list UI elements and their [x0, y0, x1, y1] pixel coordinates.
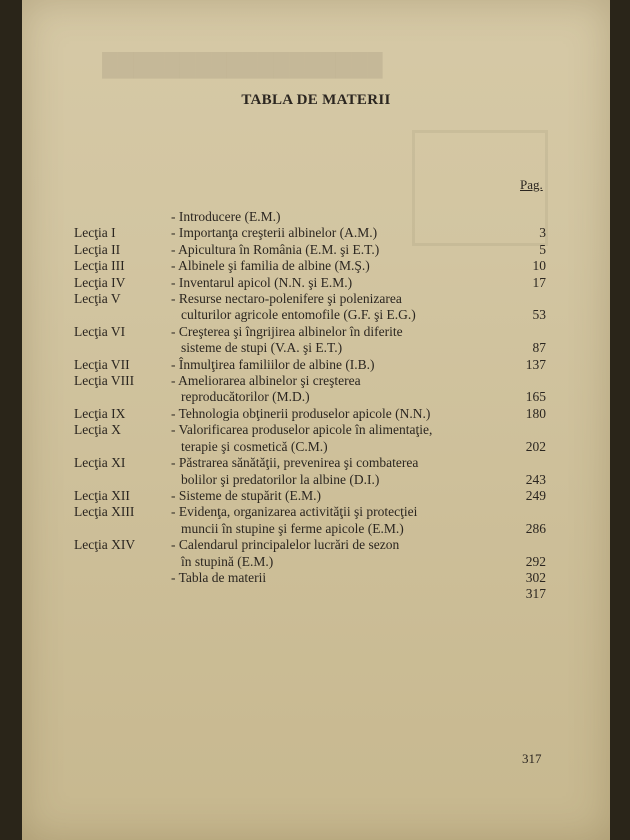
- book-page: [22, 0, 610, 840]
- toc-title-line: în stupină (E.M.): [181, 553, 274, 569]
- toc-entry-title: [171, 291, 471, 324]
- toc-entry-title: [171, 357, 471, 373]
- toc-entry-title: [171, 422, 471, 455]
- toc-page-number: 10: [532, 258, 546, 274]
- bleed-through-decoration: ██████████████████: [102, 52, 383, 77]
- toc-page-number: 87: [532, 340, 546, 356]
- toc-entry: [22, 209, 610, 225]
- toc-entry: [22, 488, 610, 504]
- page-number: 317: [522, 751, 542, 766]
- toc-lesson-label: Lecţia VII: [74, 356, 130, 372]
- toc-title-line: - Creşterea şi îngrijirea albinelor în diferite: [171, 323, 403, 339]
- toc-lesson-label: Lecţia XIV: [74, 537, 136, 553]
- toc-title-line: - Resurse nectaro-polenifere şi polenizarea: [171, 291, 402, 307]
- toc-page-number: 292: [525, 553, 546, 569]
- toc-page-number: 249: [525, 487, 546, 503]
- toc-entry: [22, 422, 610, 455]
- toc-lesson-label: Lecţia VI: [74, 323, 126, 339]
- toc-lesson-label: Lecţia II: [74, 241, 121, 257]
- toc-lesson-label: Lecţia X: [74, 422, 121, 438]
- toc-title-line: - Apicultura în România (E.M. şi E.T.): [171, 241, 380, 257]
- toc-entry: [22, 242, 610, 258]
- toc-entry: [22, 455, 610, 488]
- toc-page-number: 137: [525, 356, 546, 372]
- toc-entry-title: [171, 406, 471, 422]
- toc-title-line: sisteme de stupi (V.A. şi E.T.): [181, 340, 343, 356]
- toc-title-line: - Tabla de materii: [171, 569, 267, 585]
- toc-lesson-label: Lecţia IX: [74, 405, 126, 421]
- toc-lesson-label: Lecţia I: [74, 225, 116, 241]
- toc-entry: [22, 291, 610, 324]
- page-title: TABLA DE MATERII: [241, 92, 391, 108]
- toc-entry: [22, 357, 610, 373]
- toc-title-line: bolilor şi predatorilor la albine (D.I.): [181, 471, 380, 487]
- toc-lesson-label: Lecţia XII: [74, 487, 130, 503]
- toc-lesson-label: Lecţia V: [74, 291, 121, 307]
- toc-entry-title: [171, 504, 471, 537]
- toc-entry-title: [171, 455, 471, 488]
- toc-entry-title: [171, 570, 471, 586]
- toc-page-number: 5: [539, 241, 546, 257]
- toc-entry-title: [171, 225, 471, 241]
- toc-entry: [22, 258, 610, 274]
- toc-title-line: - Importanţa creşterii albinelor (A.M.): [171, 225, 378, 241]
- toc-page-number: 53: [532, 307, 546, 323]
- toc-entry: [22, 570, 610, 586]
- toc-title-line: [171, 586, 471, 602]
- toc-page-number: 3: [539, 225, 546, 241]
- toc-entry: [22, 504, 610, 537]
- toc-lesson-label: Lecţia XI: [74, 455, 126, 471]
- toc-title-line: reproducătorilor (M.D.): [181, 389, 310, 405]
- toc-entry-title: [171, 275, 471, 291]
- toc-page-number: 286: [525, 520, 546, 536]
- toc-entry-title: [171, 537, 471, 570]
- toc-entry: [22, 324, 610, 357]
- toc-title-line: - Tehnologia obţinerii produselor apicole (N.N.): [171, 405, 431, 421]
- table-of-contents: [22, 209, 610, 603]
- toc-page-number: 180: [525, 405, 546, 421]
- toc-entry: [22, 373, 610, 406]
- toc-lesson-label: Lecţia XIII: [74, 504, 135, 520]
- toc-title-line: - Calendarul principalelor lucrări de sezon: [171, 537, 400, 553]
- toc-title-line: - Păstrarea sănătăţii, prevenirea şi combaterea: [171, 455, 419, 471]
- toc-entry-title: [171, 258, 471, 274]
- page-column-header: Pag.: [520, 177, 543, 192]
- toc-entry: [22, 586, 610, 602]
- toc-entry-title: [171, 242, 471, 258]
- toc-page-number: 243: [525, 471, 546, 487]
- toc-lesson-label: Lecţia IV: [74, 274, 126, 290]
- toc-title-line: - Albinele şi familia de albine (M.Ş.): [171, 258, 370, 274]
- toc-entry-title: [171, 324, 471, 357]
- toc-entry: [22, 225, 610, 241]
- toc-entry-title: [171, 373, 471, 406]
- toc-entry-title: [171, 586, 471, 602]
- toc-page-number: 302: [525, 569, 546, 585]
- toc-page-number: 317: [525, 586, 546, 602]
- toc-entry: [22, 406, 610, 422]
- toc-lesson-label: Lecţia VIII: [74, 373, 135, 389]
- toc-lesson-label: Lecţia III: [74, 258, 125, 274]
- toc-title-line: - Sisteme de stupărit (E.M.): [171, 487, 321, 503]
- toc-title-line: - Introducere (E.M.): [171, 209, 281, 224]
- toc-title-line: - Valorificarea produselor apicole în alimentaţie,: [171, 422, 433, 438]
- toc-title-line: muncii în stupine şi ferme apicole (E.M.): [181, 520, 404, 536]
- toc-title-line: - Înmulţirea familiilor de albine (I.B.): [171, 356, 375, 372]
- toc-title-line: - Ameliorarea albinelor şi creşterea: [171, 373, 361, 389]
- toc-entry-title: [171, 488, 471, 504]
- toc-title-line: - Inventarul apicol (N.N. şi E.M.): [171, 274, 353, 290]
- toc-title-line: terapie şi cosmetică (C.M.): [181, 438, 328, 454]
- toc-page-number: 202: [525, 438, 546, 454]
- toc-entry: [22, 275, 610, 291]
- toc-title-line: - Evidenţa, organizarea activităţii şi protecţiei: [171, 504, 418, 520]
- toc-page-number: 17: [532, 274, 546, 290]
- toc-title-line: culturilor agricole entomofile (G.F. şi E.G.): [181, 307, 416, 323]
- toc-entry: [22, 537, 610, 570]
- toc-entry-title: [171, 209, 471, 225]
- toc-page-number: 165: [525, 389, 546, 405]
